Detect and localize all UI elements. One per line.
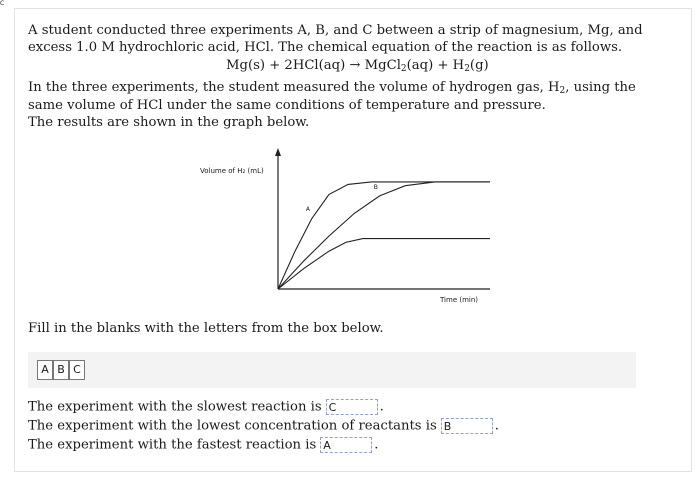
para2-line-1: In the three experiments, the student measured the volume of hydrogen gas, $H_2$, using the	[28, 80, 636, 96]
tile-a[interactable]: A	[37, 360, 53, 380]
tile-c[interactable]: C	[69, 360, 85, 380]
volume-time-graph	[190, 148, 500, 298]
answer-bank	[28, 352, 636, 388]
para2-line-3: The results are shown in the graph below.	[28, 115, 310, 130]
question-fastest: The experiment with the fastest reaction is A .	[28, 437, 379, 453]
curve-label-c: C	[0, 0, 5, 7]
question-lowest-concentration: The experiment with the lowest concentration of reactants is B .	[28, 418, 499, 434]
intro-line-1: A student conducted three experiments A, B, and C between a strip of magnesium, Mg, and	[28, 23, 643, 38]
instructions: Fill in the blanks with the letters from the box below.	[28, 321, 384, 336]
curve-label-a: A	[305, 206, 311, 214]
y-axis-arrow	[275, 148, 281, 156]
chemical-equation: Mg(s) + 2HCl(aq) → MgCl$_2$(aq) + $H_2(g)$	[226, 58, 489, 74]
curve-b	[278, 182, 490, 289]
x-axis-label: Time (min)	[440, 296, 479, 304]
blank-lowest-concentration[interactable]: B	[441, 418, 493, 434]
blank-fastest[interactable]: A	[320, 437, 372, 453]
para2-line-2: same volume of HCl under the same conditions of temperature and pressure.	[28, 98, 546, 113]
curve-a	[278, 182, 490, 289]
tile-b[interactable]: B	[53, 360, 69, 380]
curve-c	[278, 239, 490, 289]
intro-line-2: excess 1.0 M hydrochloric acid, HCl. The chemical equation of the reaction is as follows.	[28, 40, 623, 55]
y-axis-label: Volume of H₂ (mL)	[200, 167, 264, 175]
curve-label-b: B	[373, 183, 378, 191]
question-slowest: The experiment with the slowest reaction is C .	[28, 399, 384, 415]
blank-slowest[interactable]: C	[326, 399, 378, 415]
